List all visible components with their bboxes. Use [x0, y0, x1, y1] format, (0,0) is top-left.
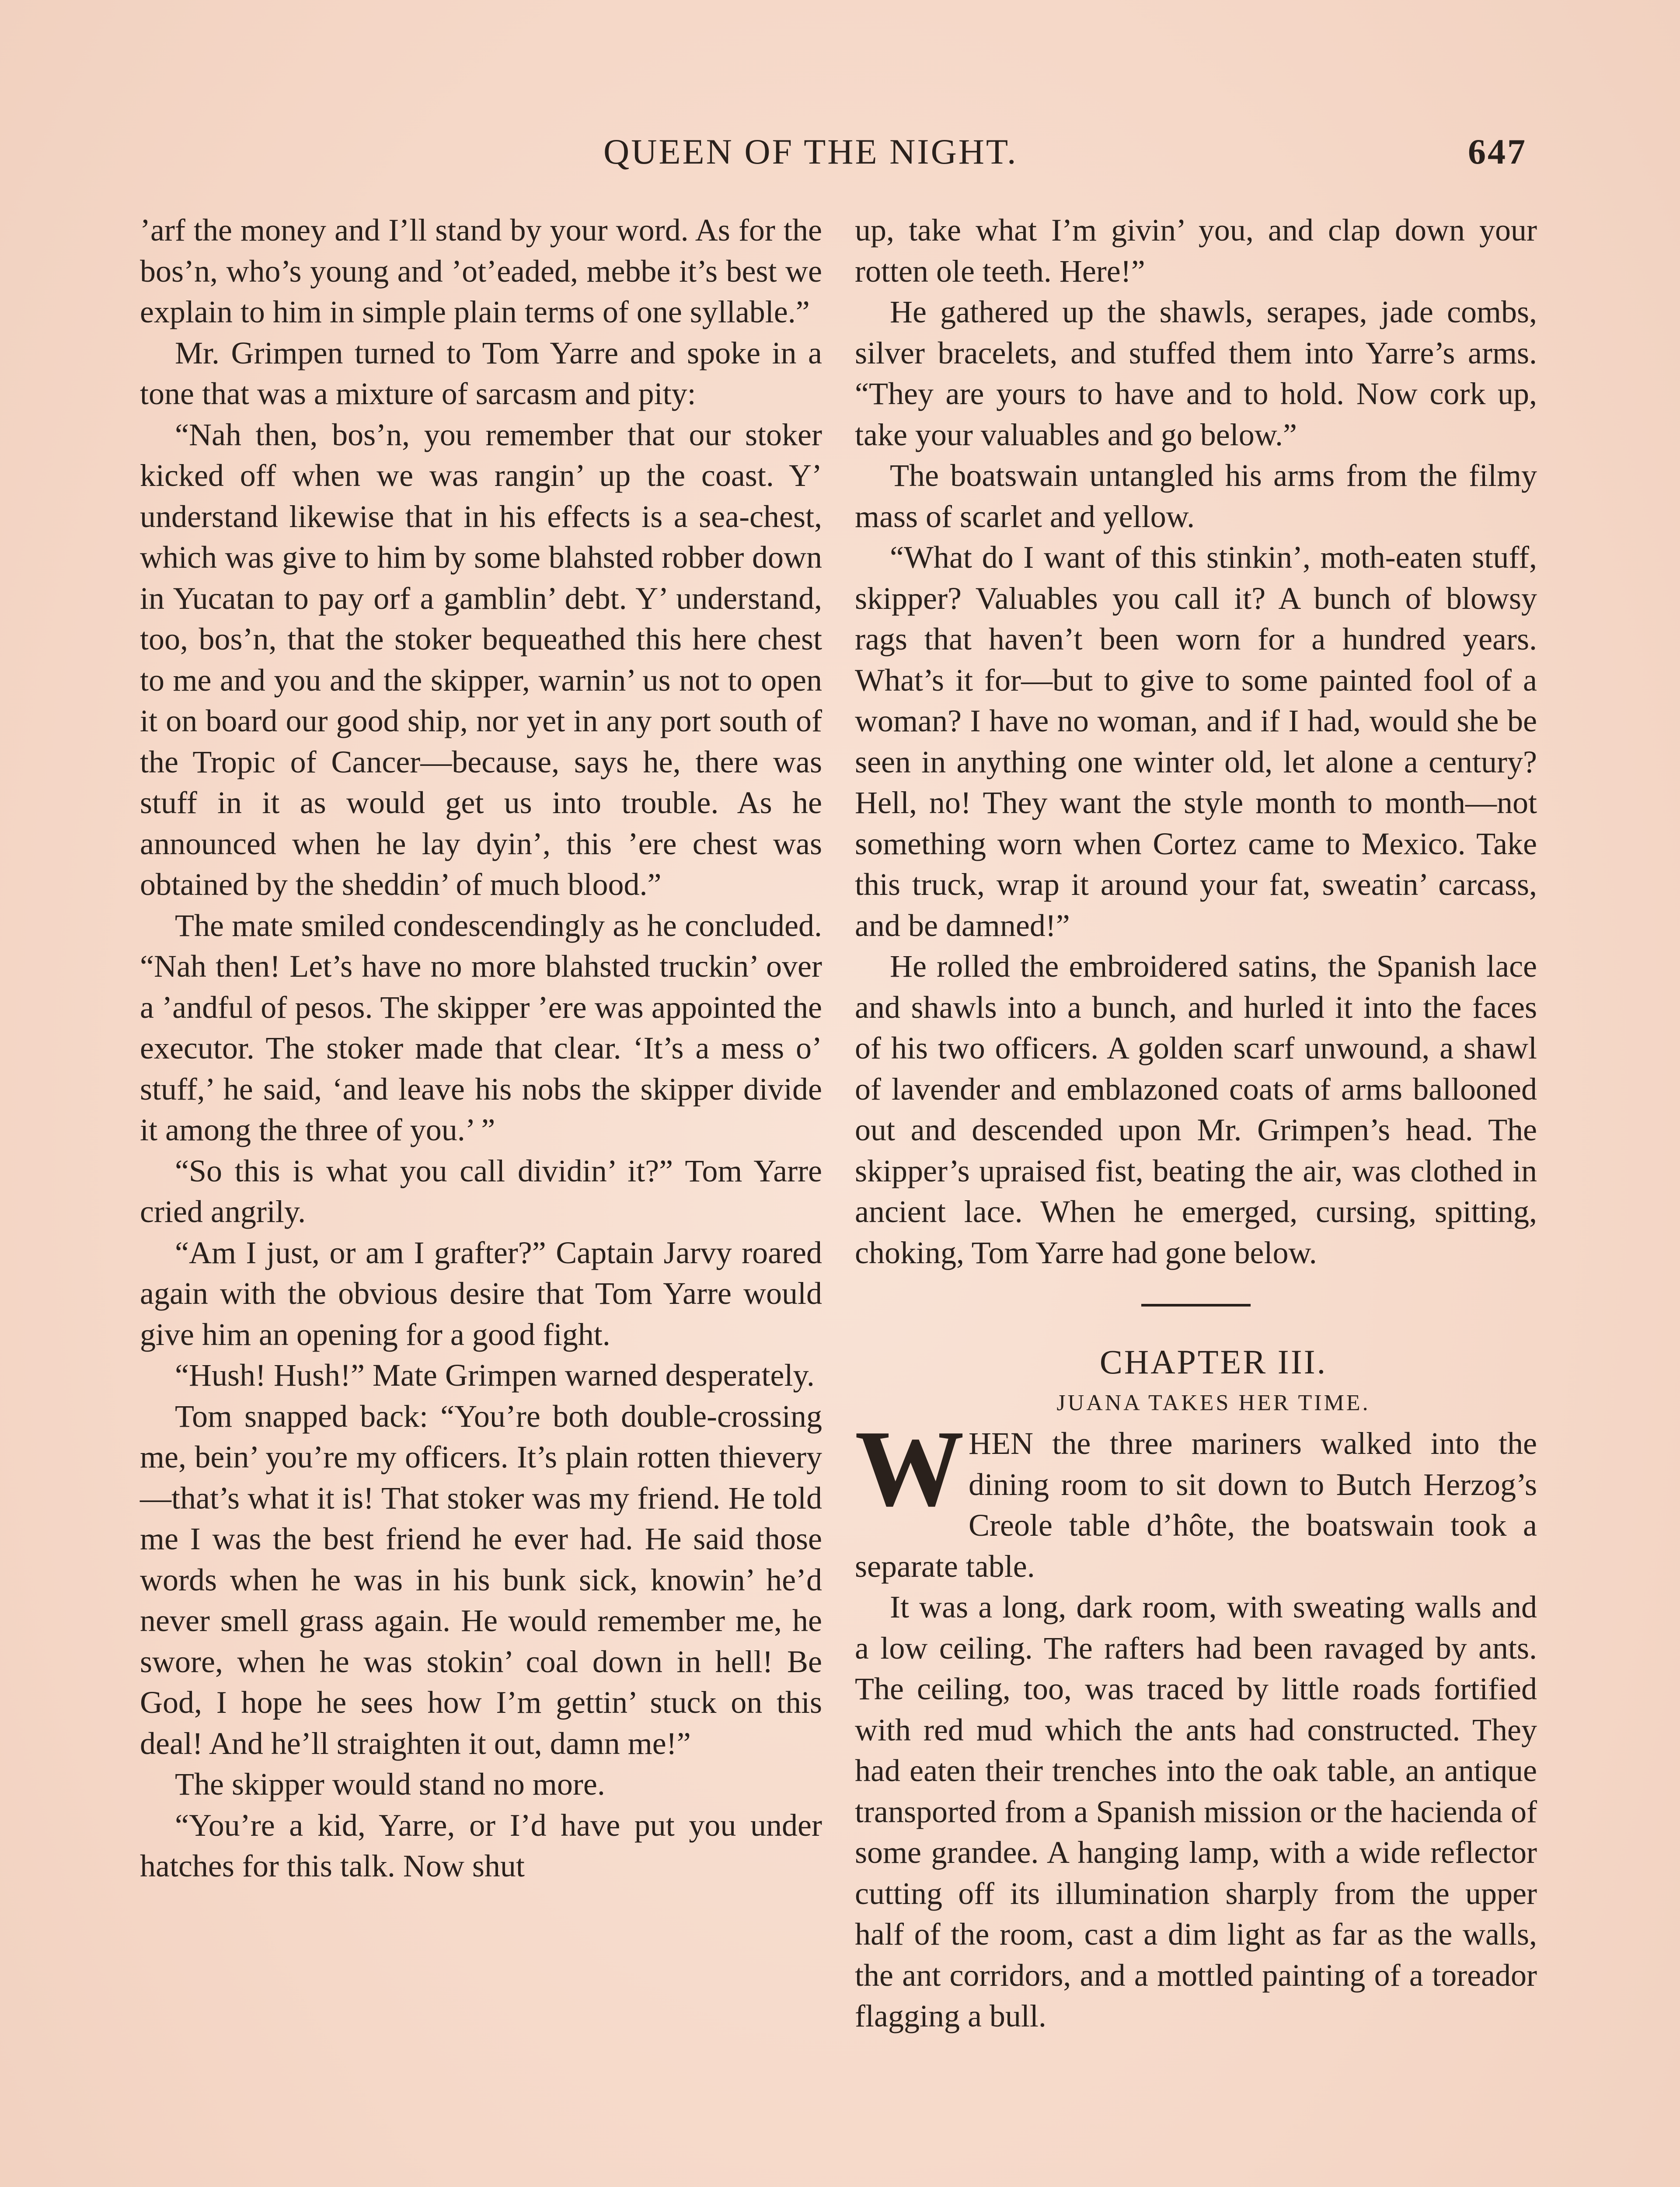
paragraph: “Nah then, bos’n, you remember that our stoker kicked off when we was rangin’ up the coast. Y’ understand likewise that in his effects is a sea-chest, which was give to him by some blahsted robber down in Yucatan to pay orf a gamblin’ debt. Y’ understand, too, bos’n, that the stoker bequeathed this here chest to me and you and the skipper, warnin’ us not to open it on board our good ship, nor yet in any port south of the Tropic of Cancer—because, says he, there was stuff in it as would get us into trouble. As he announced when he lay dyin’, this ’ere chest was obtained by the sheddin’ of much blood.” — [140, 417, 822, 902]
paragraph: “You’re a kid, Yarre, or I’d have put you under hatches for this talk. Now shut — [140, 1807, 822, 1883]
drop-cap: W — [855, 1408, 964, 1529]
paragraph: He gathered up the shawls, serapes, jade combs, silver bracelets, and stuffed them into Yarre’s arms. “They are yours to have and to hold. Now cork up, take your valuables and go below.” — [855, 294, 1537, 452]
paragraph: It was a long, dark room, with sweating walls and a low ceiling. The rafters had been ravaged by ants. The ceiling, too, was traced by little roads fortified with red mud which the ants had constructed. They had eaten their trenches into the oak table, an antique transported from a Spanish mission or the hacienda of some grandee. A hanging lamp, with a wide reflector cutting off its illumination sharply from the upper half of the room, cast a dim light as far as the walls, the ant corridors, and a mottled painting of a toreador flagging a bull. — [855, 1590, 1537, 2033]
paragraph: ’arf the money and I’ll stand by your word. As for the bos’n, who’s young and ’ot’eaded, mebbe it’s best we explain to him in simple plain terms of one syllable.” — [140, 213, 822, 329]
running-title: QUEEN OF THE NIGHT. — [603, 132, 1018, 171]
page-number: 647 — [1468, 132, 1527, 171]
paragraph: “So this is what you call dividin’ it?” Tom Yarre cried angrily. — [140, 1153, 822, 1229]
paragraph: The mate smiled condescendingly as he concluded. “Nah then! Let’s have no more blahsted truckin’ over a ’andful of pesos. The skipper ’ere was appointed the executor. The stoker made that clear. ‘It’s a mess o’ stuff,’ he said, ‘and leave his nobs the skipper divide it among the three of you.’ ” — [140, 908, 822, 1147]
running-header — [140, 122, 1536, 184]
paragraph: Mr. Grimpen turned to Tom Yarre and spoke in a tone that was a mixture of sarcasm and pity: — [140, 335, 822, 411]
paragraph: “Am I just, or am I grafter?” Captain Jarvy roared again with the obvious desire that Tom Yarre would give him an opening for a good fight. — [140, 1235, 822, 1352]
paragraph: The skipper would stand no more. — [175, 1767, 605, 1802]
paragraph: “What do I want of this stinkin’, moth-eaten stuff, skipper? Valuables you call it? A bunch of blowsy rags that haven’t been worn for a hundred years. What’s it for—but to give to some painted fool of a woman? I have no woman, and if I had, would she be seen in anything one winter old, let alone a century? Hell, no! They want the style month to month—not something worn when Cortez came to Mexico. Take this truck, wrap it around your fat, sweatin’ carcass, and be damned!” — [855, 540, 1537, 943]
opening-text: HEN the three mariners walked into the dining room to sit down to Butch Herzog’s Creole table d’hôte, the boatswain took a separate table. — [855, 1426, 1537, 1584]
chapter-subtitle: JUANA TAKES HER TIME. — [1056, 1390, 1370, 1415]
paragraph: The boatswain untangled his arms from the filmy mass of scarlet and yellow. — [855, 458, 1537, 534]
paragraph: Tom snapped back: “You’re both double-crossing me, bein’ you’re my officers. It’s plain rotten thievery—that’s what it is! That stoker was my friend. He told me I was the best friend he ever had. He said those words when he was in his bunk sick, knowin’ he’d never smell grass again. He would remember me, he swore, when he was stokin’ coal down in hell! Be God, I hope he sees how I’m gettin’ stuck on this deal! And he’ll straighten it out, damn me!” — [140, 1398, 822, 1761]
left-column — [140, 210, 822, 1887]
right-column — [855, 210, 1537, 2037]
chapter-opening-paragraph — [855, 1408, 1537, 1587]
paragraph: He rolled the embroidered satins, the Spanish lace and shawls into a bunch, and hurled it into the faces of his two officers. A golden scarf unwound, a shawl of lavender and emblazoned coats of arms ballooned out and descended upon Mr. Grimpen’s head. The skipper’s upraised fist, beating the air, was clothed in ancient lace. When he emerged, cursing, spitting, choking, Tom Yarre had gone below. — [855, 949, 1537, 1270]
section-divider — [1141, 1304, 1251, 1307]
paragraph: “Hush! Hush!” Mate Grimpen warned desperately. — [175, 1358, 815, 1393]
paragraph: up, take what I’m givin’ you, and clap down your rotten ole teeth. Here!” — [855, 213, 1537, 289]
chapter-heading: CHAPTER III. — [1099, 1343, 1328, 1381]
